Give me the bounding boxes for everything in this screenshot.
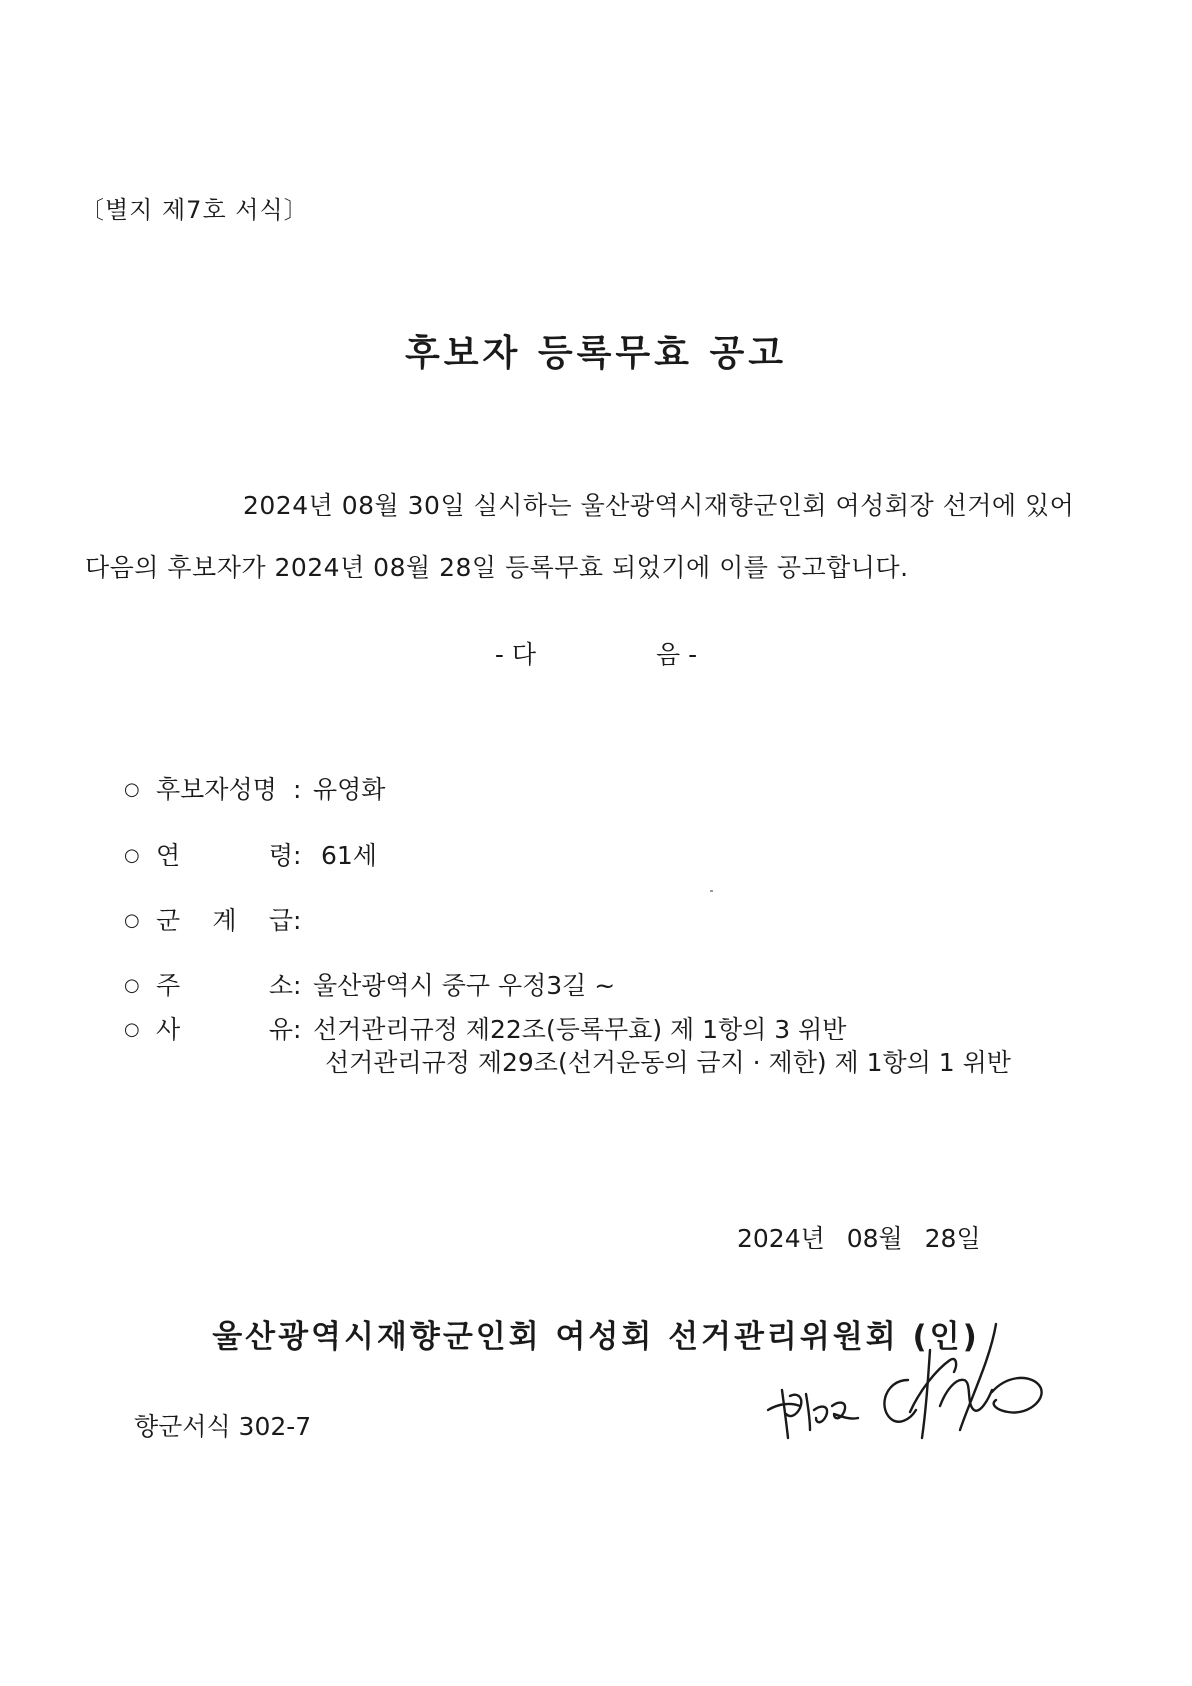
next-heading-left: - 다 (494, 640, 536, 669)
scan-artifact (710, 890, 713, 892)
item-military-rank (124, 901, 313, 937)
body-line-1: 2024년 08월 30일 실시하는 울산광역시재향군인회 여성회장 선거에 있어 (243, 491, 1075, 520)
bullet-icon: ○ (124, 779, 140, 800)
committee-name: 울산광역시재향군인회 여성회 선거관리위원회 (인) (212, 1319, 980, 1355)
item-label: 연 령 (156, 841, 293, 870)
form-code: 향군서식 302-7 (134, 1412, 312, 1441)
item-label: 사 유 (156, 1015, 293, 1044)
item-label: 군 계 급 (156, 906, 293, 935)
item-value: 유영화 (313, 775, 386, 804)
item-label: 주 소 (156, 971, 293, 1000)
next-heading-right: 음 - (656, 640, 698, 669)
issue-date: 2024년 08월 28일 (737, 1224, 981, 1253)
item-colon: : (293, 1015, 302, 1044)
item-colon: : (293, 906, 302, 935)
document-title: 후보자 등록무효 공고 (404, 333, 788, 374)
item-value: 선거관리규정 제22조(등록무효) 제 1항의 3 위반 (313, 1015, 847, 1044)
reason-line-2: 선거관리규정 제29조(선거운동의 금지 · 제한) 제 1항의 1 위반 (325, 1048, 1011, 1077)
item-reason (124, 1010, 846, 1046)
item-value: 61세 (313, 841, 377, 870)
bullet-icon: ○ (124, 1019, 140, 1040)
bullet-icon: ○ (124, 845, 140, 866)
item-label: 후보자성명 (156, 775, 277, 804)
item-colon: : (293, 841, 302, 870)
item-age (124, 836, 377, 872)
item-candidate-name (124, 770, 385, 806)
item-colon: : (293, 775, 302, 804)
item-colon: : (293, 971, 302, 1000)
item-value: 울산광역시 중구 우정3길 ~ (313, 971, 616, 1000)
bullet-icon: ○ (124, 910, 140, 931)
bullet-icon: ○ (124, 975, 140, 996)
next-heading (0, 635, 1192, 671)
signature-icon (760, 1320, 1080, 1450)
item-address (124, 966, 615, 1002)
body-line-2: 다음의 후보자가 2024년 08월 28일 등록무효 되었기에 이를 공고합니다. (85, 553, 909, 582)
form-label: 〔별지 제7호 서식〕 (80, 196, 309, 224)
